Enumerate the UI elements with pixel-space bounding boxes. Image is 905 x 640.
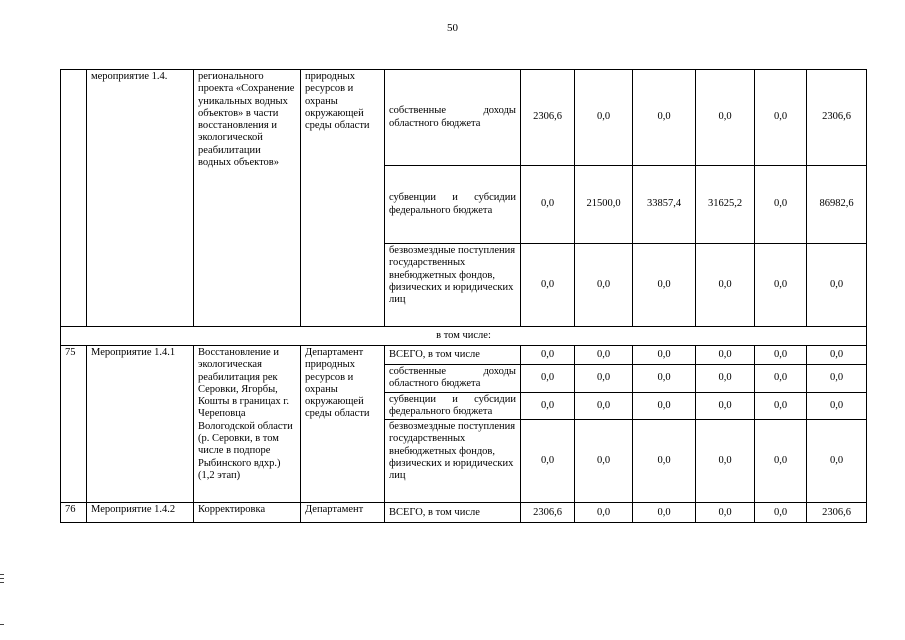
value-cell: 86982,6 — [807, 166, 867, 244]
funding-source-cell — [385, 166, 521, 244]
measure-cell: Мероприятие 1.4.2 — [87, 503, 194, 523]
funding-source-label: субвенции и субсидии федерального бюджета — [389, 192, 516, 216]
value-cell: 0,0 — [575, 365, 633, 393]
value-cell: 2306,6 — [807, 70, 867, 166]
funding-source-cell: безвозмездные поступления государственных внебюджетных фондов, физических и юридических лиц — [385, 420, 521, 503]
value-cell: 0,0 — [521, 244, 575, 327]
funding-source-cell — [385, 70, 521, 166]
table-row — [61, 503, 867, 523]
value-cell: 0,0 — [696, 420, 755, 503]
value-cell: 21500,0 — [575, 166, 633, 244]
value-cell: 0,0 — [575, 346, 633, 365]
measure-name-cell: Корректировка — [194, 503, 301, 523]
funding-source-label: собственные доходы областного бюджета — [389, 105, 516, 129]
subheader-cell: в том числе: — [61, 327, 867, 346]
measure-name-cell: регионального проекта «Сохранение уникальных водных объектов» в части восстановления и экологической реабилитации водных объектов» — [194, 70, 301, 327]
value-cell: 0,0 — [521, 346, 575, 365]
value-cell: 0,0 — [575, 70, 633, 166]
value-cell: 2306,6 — [521, 503, 575, 523]
value-cell: 0,0 — [807, 346, 867, 365]
value-cell: 0,0 — [575, 420, 633, 503]
value-cell: 0,0 — [807, 392, 867, 420]
funding-source-cell: ВСЕГО, в том числе — [385, 346, 521, 365]
measure-cell: Мероприятие 1.4.1 — [87, 346, 194, 503]
value-cell: 0,0 — [807, 420, 867, 503]
value-cell: 0,0 — [755, 365, 807, 393]
value-cell: 0,0 — [755, 70, 807, 166]
value-cell: 0,0 — [633, 365, 696, 393]
value-cell: 0,0 — [696, 244, 755, 327]
funding-source-cell: безвозмездные поступления государственных внебюджетных фондов, физических и юридических лиц — [385, 244, 521, 327]
row-number-cell — [61, 70, 87, 327]
value-cell: 2306,6 — [807, 503, 867, 523]
value-cell: 0,0 — [633, 503, 696, 523]
value-cell: 0,0 — [755, 392, 807, 420]
measure-cell: мероприятие 1.4. — [87, 70, 194, 327]
value-cell: 0,0 — [755, 420, 807, 503]
executor-cell: Департамент природных ресурсов и охраны окружающей среды области — [301, 346, 385, 503]
executor-cell: Департамент — [301, 503, 385, 523]
value-cell: 0,0 — [633, 392, 696, 420]
value-cell: 0,0 — [633, 346, 696, 365]
value-cell: 0,0 — [575, 503, 633, 523]
value-cell: 0,0 — [755, 346, 807, 365]
value-cell: 0,0 — [755, 166, 807, 244]
value-cell: 33857,4 — [633, 166, 696, 244]
scan-mark — [0, 582, 4, 583]
value-cell: 0,0 — [696, 503, 755, 523]
funding-source-label: субвенции и субсидии федерального бюджета — [389, 393, 516, 417]
table-row — [61, 70, 867, 166]
value-cell: 0,0 — [521, 392, 575, 420]
value-cell: 0,0 — [521, 166, 575, 244]
value-cell: 0,0 — [696, 70, 755, 166]
funding-source-cell: ВСЕГО, в том числе — [385, 503, 521, 523]
value-cell: 0,0 — [521, 420, 575, 503]
value-cell: 0,0 — [633, 70, 696, 166]
executor-cell: природных ресурсов и охраны окружающей среды области — [301, 70, 385, 327]
value-cell: 0,0 — [575, 392, 633, 420]
row-number-cell: 75 — [61, 346, 87, 503]
value-cell: 0,0 — [755, 503, 807, 523]
row-number-cell: 76 — [61, 503, 87, 523]
budget-table — [60, 69, 867, 523]
value-cell: 0,0 — [696, 365, 755, 393]
value-cell: 0,0 — [521, 365, 575, 393]
funding-source-cell — [385, 392, 521, 420]
funding-source-label: собственные доходы областного бюджета — [389, 366, 516, 390]
value-cell: 0,0 — [575, 244, 633, 327]
funding-source-cell — [385, 365, 521, 393]
scan-mark — [0, 624, 4, 625]
page-number: 50 — [447, 22, 458, 34]
value-cell: 0,0 — [696, 392, 755, 420]
value-cell: 0,0 — [633, 420, 696, 503]
value-cell: 2306,6 — [521, 70, 575, 166]
scan-mark — [0, 574, 4, 575]
value-cell: 0,0 — [755, 244, 807, 327]
table-row — [61, 346, 867, 365]
value-cell: 0,0 — [807, 365, 867, 393]
value-cell: 0,0 — [807, 244, 867, 327]
value-cell: 31625,2 — [696, 166, 755, 244]
measure-name-cell: Восстановление и экологическая реабилитация рек Серовки, Ягорбы, Кошты в границах г. Череповца Вологодской области (р. Серовки, в том числе в подпоре Рыбинского вдхр.) (1,2 этап) — [194, 346, 301, 503]
table-row — [61, 327, 867, 346]
scan-mark — [0, 578, 4, 579]
value-cell: 0,0 — [633, 244, 696, 327]
value-cell: 0,0 — [696, 346, 755, 365]
